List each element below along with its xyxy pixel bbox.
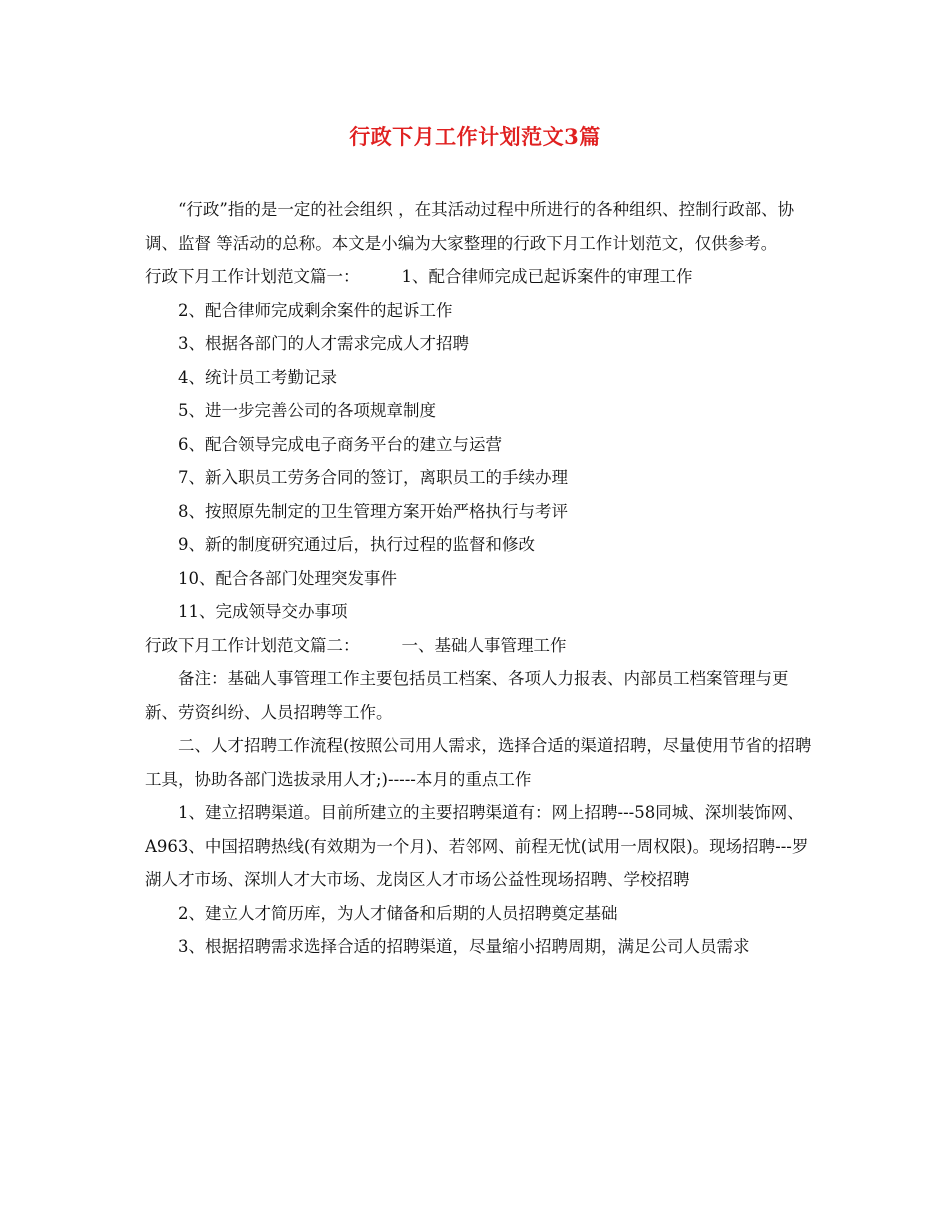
- section2-paragraph: 3、根据招聘需求选择合适的招聘渠道，尽量缩小招聘周期，满足公司人员需求: [178, 937, 750, 956]
- section2-paragraph: 1、建立招聘渠道。目前所建立的主要招聘渠道有：网上招聘---58同城、深圳装饰网、A963、中国招聘热线(有效期为一个月)、若邻网、前程无忧(试用一周权限)。现场招聘---罗湖人才市场、深圳人才大市场、龙岗区人才市场公益性现场招聘、学校招聘: [145, 803, 809, 889]
- list-item: 5、进一步完善公司的各项规章制度: [178, 401, 436, 420]
- section2-heading: 行政下月工作计划范文篇二：: [145, 635, 360, 655]
- document-body: [145, 193, 815, 964]
- intro-paragraph: “行政”指的是一定的社会组织 ，在其活动过程中所进行的各种组织、控制行政部、协调、监督 等活动的总称。本文是小编为大家整理的行政下月工作计划范文，仅供参考。: [145, 200, 795, 253]
- section1-heading-line: [145, 260, 815, 294]
- section2-paragraph: 二、人才招聘工作流程(按照公司用人需求，选择合适的渠道招聘，尽量使用节省的招聘工具，协助各部门选拔录用人才;)-----本月的重点工作: [145, 736, 812, 789]
- section2-item-1: 一、基础人事管理工作: [401, 635, 567, 655]
- list-item: 7、新入职员工劳务合同的签订，离职员工的手续办理: [178, 468, 568, 487]
- list-item: 9、新的制度研究通过后，执行过程的监督和修改: [178, 535, 535, 554]
- list-item: 10、配合各部门处理突发事件: [178, 568, 397, 588]
- section1-item-1: 1、配合律师完成已起诉案件的审理工作: [401, 267, 693, 286]
- section2-paragraph: 备注：基础人事管理工作主要包括员工档案、各项人力报表、内部员工档案管理与更新、劳资纠纷、人员招聘等工作。: [145, 669, 789, 722]
- section2-paragraph: 2、建立人才简历库，为人才储备和后期的人员招聘奠定基础: [178, 903, 618, 923]
- section1-heading: 行政下月工作计划范文篇一：: [145, 267, 360, 286]
- list-item: 8、按照原先制定的卫生管理方案开始严格执行与考评: [178, 501, 568, 521]
- list-item: 2、配合律师完成剩余案件的起诉工作: [178, 300, 453, 320]
- list-item: 4、统计员工考勤记录: [178, 367, 337, 387]
- section2-heading-line: [145, 629, 815, 663]
- list-item: 3、根据各部门的人才需求完成人才招聘: [178, 334, 469, 353]
- list-item: 6、配合领导完成电子商务平台的建立与运营: [178, 434, 502, 454]
- document-title: 行政下月工作计划范文3篇: [349, 124, 601, 149]
- list-item: 11、完成领导交办事项: [178, 602, 348, 621]
